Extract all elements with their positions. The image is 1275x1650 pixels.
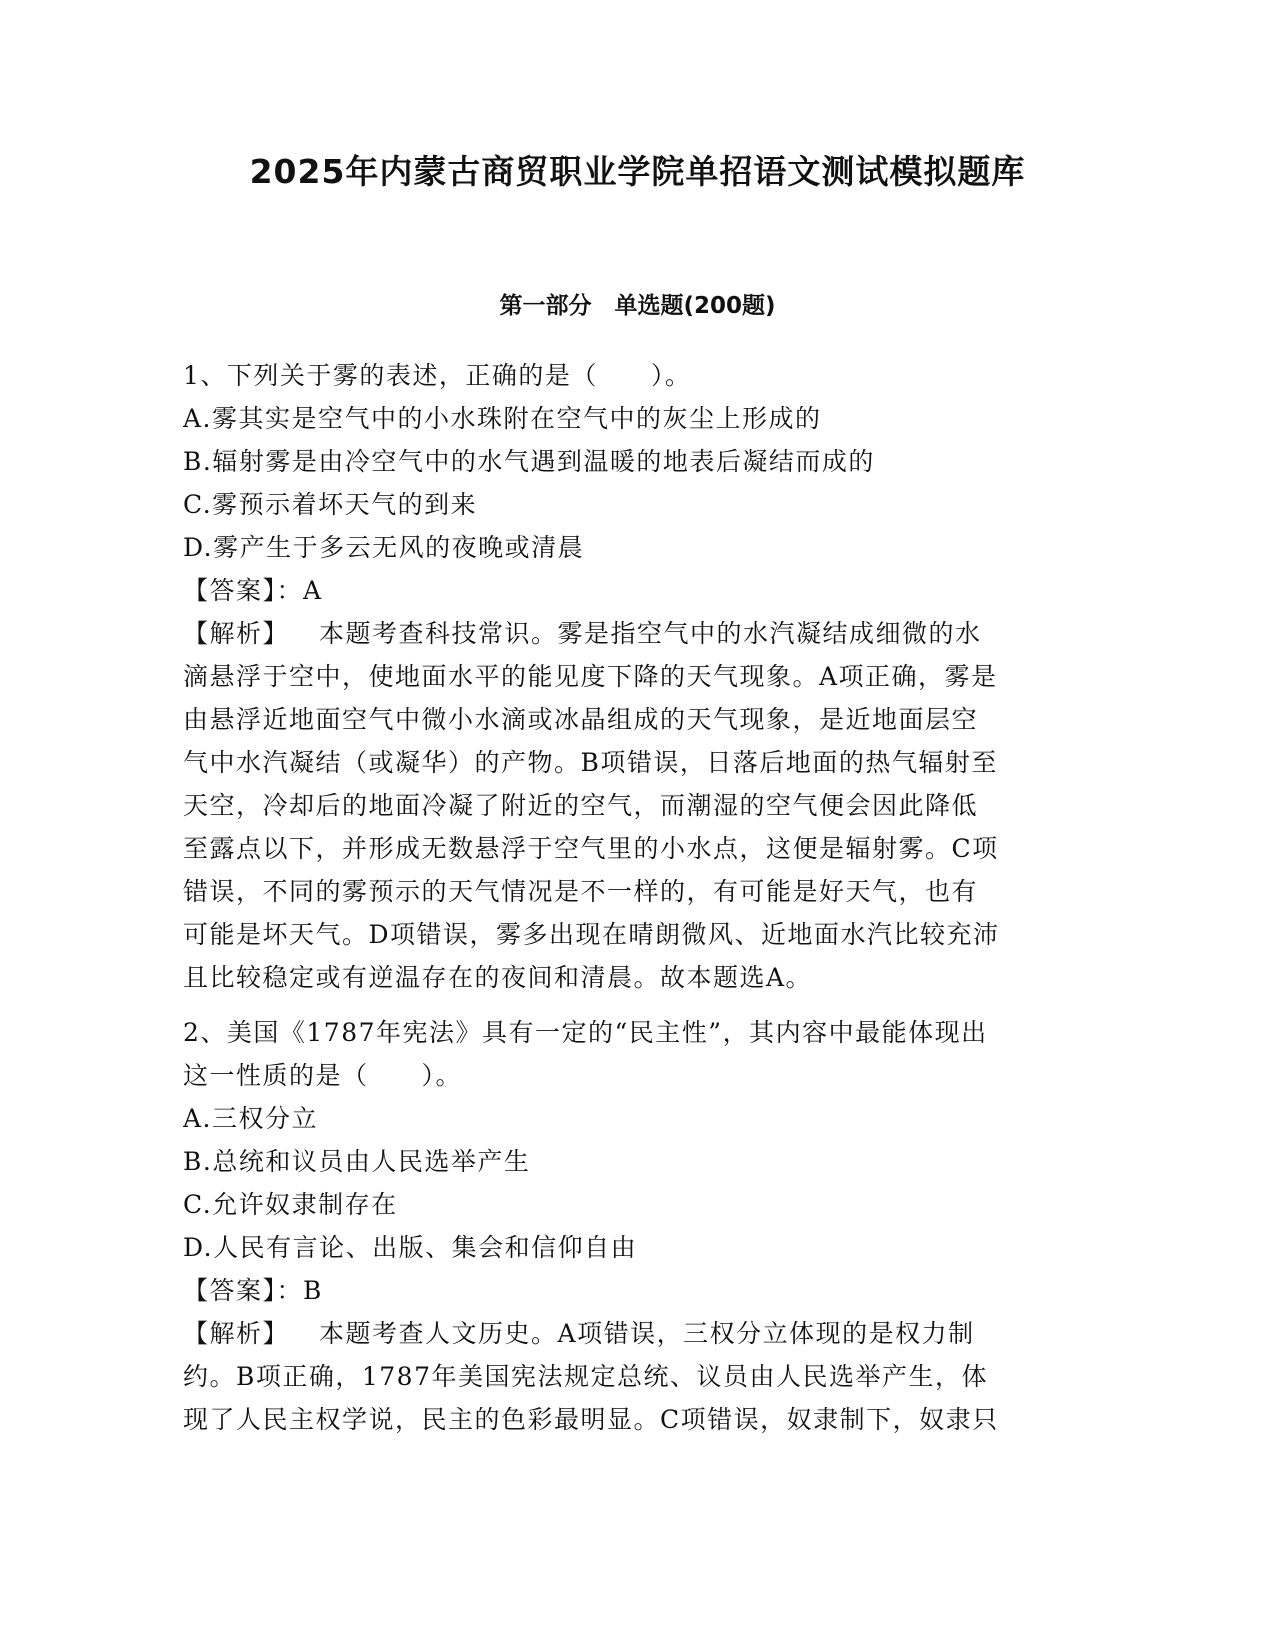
analysis-line: 滴悬浮于空中，使地面水平的能见度下降的天气现象。A项正确，雾是	[183, 662, 998, 691]
option-b: B.总统和议员由人民选举产生	[183, 1147, 531, 1176]
analysis-line: 且比较稳定或有逆温存在的夜间和清晨。故本题选A。	[183, 963, 813, 992]
analysis-line: 可能是坏天气。D项错误，雾多出现在晴朗微风、近地面水汽比较充沛	[183, 920, 1000, 949]
option-d: D.人民有言论、出版、集会和信仰自由	[183, 1233, 638, 1262]
document-title: 2025年内蒙古商贸职业学院单招语文测试模拟题库	[249, 152, 1026, 191]
question-stem: 1、下列关于雾的表述，正确的是（ ）。	[183, 361, 692, 390]
analysis-label: 【解析】	[183, 619, 290, 648]
analysis-line: 错误，不同的雾预示的天气情况是不一样的，有可能是好天气，也有	[183, 877, 979, 906]
analysis-label: 【解析】	[183, 1319, 290, 1348]
analysis-line: 至露点以下，并形成无数悬浮于空气里的小水点，这便是辐射雾。C项	[183, 834, 999, 863]
analysis-text: 本题考查科技常识。雾是指空气中的水汽凝结成细微的水	[319, 619, 982, 648]
option-a: A.雾其实是空气中的小水珠附在空气中的灰尘上形成的	[183, 404, 822, 433]
analysis-line: 气中水汽凝结（或凝华）的产物。B项错误，日落后地面的热气辐射至	[183, 748, 998, 777]
analysis-line	[183, 612, 1089, 655]
option-d: D.雾产生于多云无风的夜晚或清晨	[183, 533, 585, 562]
question-stem: 这一性质的是（ ）。	[183, 1061, 463, 1090]
answer: 【答案】：A	[183, 576, 323, 605]
question-1	[183, 354, 1089, 999]
analysis-line: 现了人民主权学说，民主的色彩最明显。C项错误，奴隶制下，奴隶只	[183, 1405, 999, 1434]
analysis-line: 约。B项正确，1787年美国宪法规定总统、议员由人民选举产生，体	[183, 1362, 988, 1391]
answer: 【答案】：B	[183, 1276, 323, 1305]
question-stem: 2、美国《1787年宪法》具有一定的“民主性”，其内容中最能体现出	[183, 1018, 988, 1047]
section-title: 第一部分 单选题(200题)	[499, 293, 776, 319]
option-b: B.辐射雾是由冷空气中的水气遇到温暖的地表后凝结而成的	[183, 447, 875, 476]
analysis-line: 由悬浮近地面空气中微小水滴或冰晶组成的天气现象，是近地面层空	[183, 705, 979, 734]
analysis-line: 天空，冷却后的地面冷凝了附近的空气，而潮湿的空气便会因此降低	[183, 791, 979, 820]
option-c: C.允许奴隶制存在	[183, 1190, 398, 1219]
question-2	[183, 1011, 1089, 1441]
document-body	[183, 354, 1089, 1441]
question-gap	[183, 999, 1089, 1011]
option-c: C.雾预示着坏天气的到来	[183, 490, 478, 519]
analysis-text: 本题考查人文历史。A项错误，三权分立体现的是权力制	[319, 1319, 975, 1348]
option-a: A.三权分立	[183, 1104, 319, 1133]
analysis-line	[183, 1312, 1089, 1355]
